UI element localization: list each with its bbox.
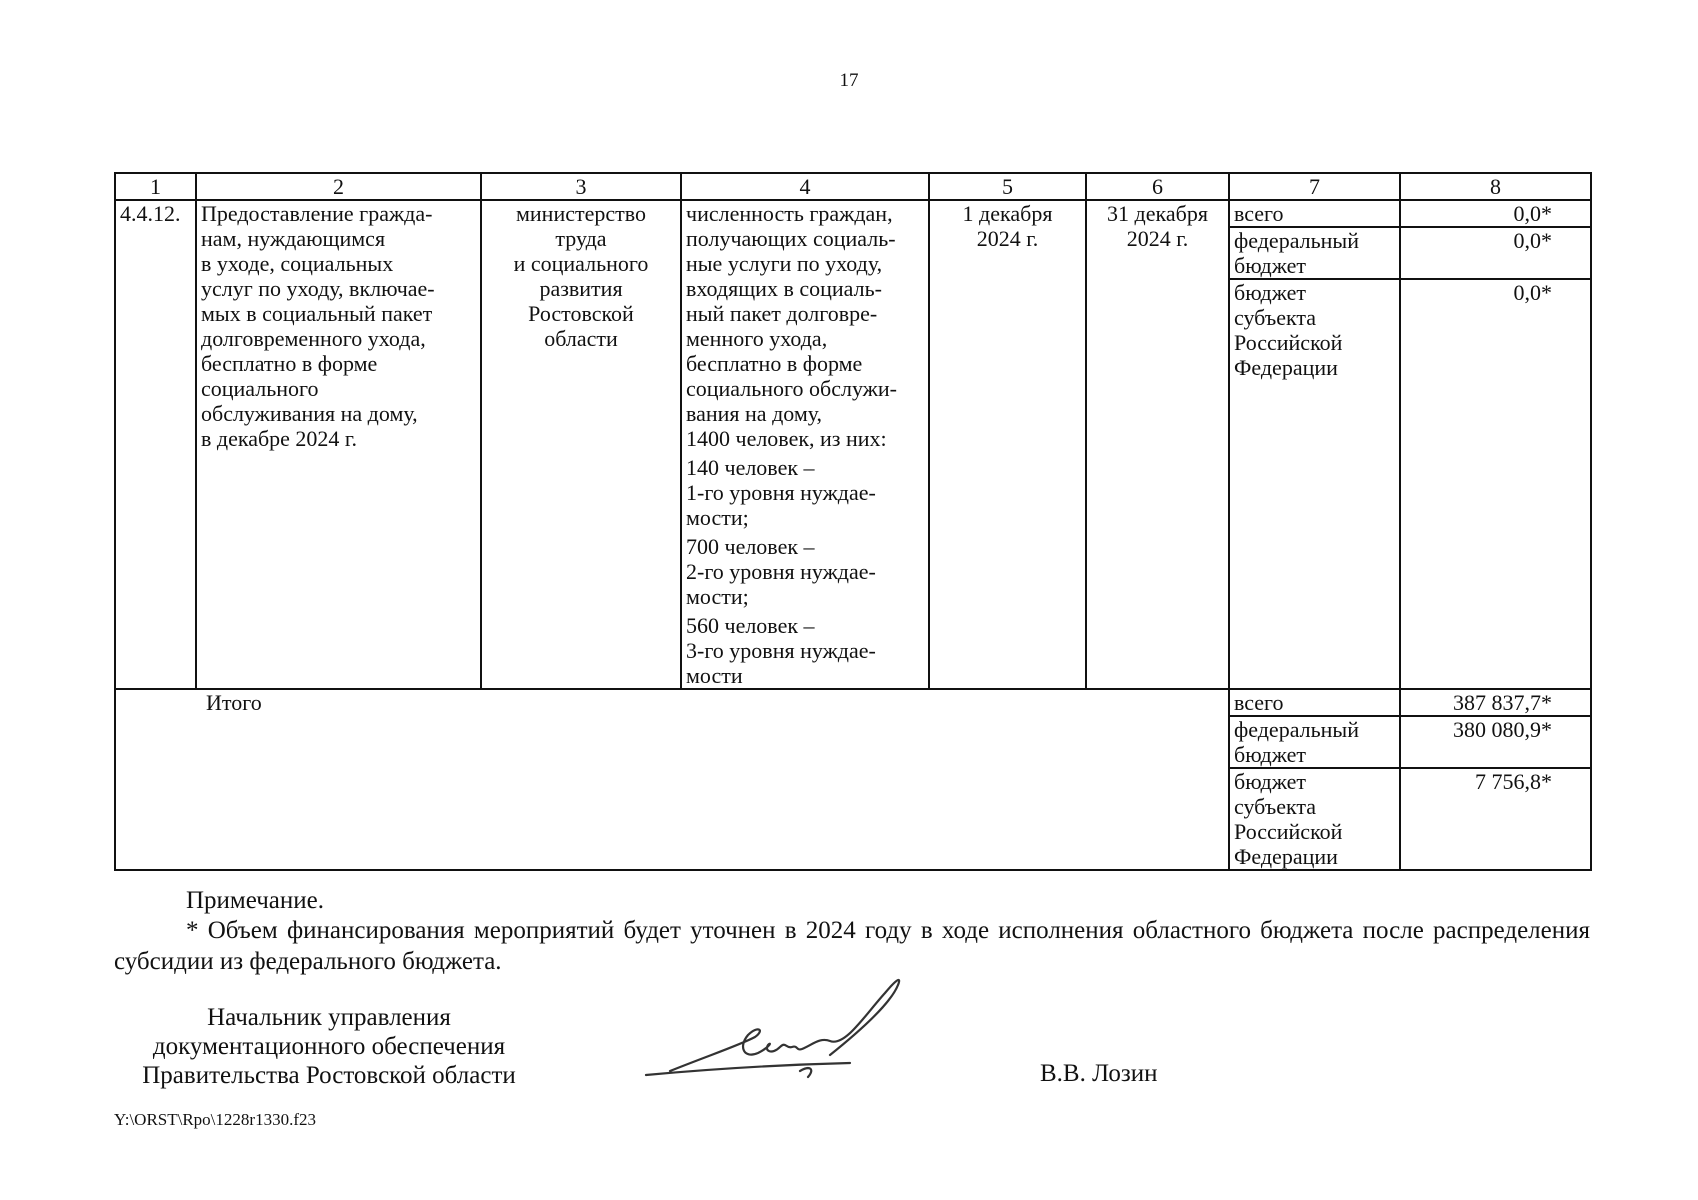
indicator-level-3 [686,613,924,688]
text-line: области [544,326,618,351]
text-line: Российской [1234,819,1343,844]
funding-amount-total: 0,0* [1400,200,1591,227]
text-line: вания на дому, [686,401,823,426]
text-line: 1 декабря [962,201,1053,226]
indicator-level-2 [686,534,924,609]
text-line: документационного обеспечения [152,1033,506,1060]
text-line: нам, нуждающимся [201,226,386,251]
text-line: в уходе, социальных [201,251,394,276]
column-header: 2 [196,173,481,200]
text-line: бюджет [1234,253,1306,278]
page-number: 17 [839,70,859,91]
funding-source-total [1229,200,1400,227]
note-text: * Объем финансирования мероприятий будет уточнен в 2024 году в ходе исполнения областного бюджета после распределения субсидии из федерального бюджета. [114,917,1590,975]
text-line: бюджет [1234,280,1306,305]
text-line: 560 человек – [686,613,815,638]
funding-table [114,172,1592,871]
text-line: всего [1234,201,1284,226]
text-line: 2-го уровня нуждае- [686,559,876,584]
text-line: социального [201,376,319,401]
funding-source-regional [1229,279,1400,689]
text-line: 700 человек – [686,534,815,559]
row-description [196,200,481,689]
text-line: субъекта [1234,305,1317,330]
table-row [115,200,1591,227]
indicator-level-1 [686,455,924,530]
text-line: 140 человек – [686,455,815,480]
text-line: мости; [686,505,749,530]
text-line: 2024 г. [1126,226,1189,251]
text-line: Начальник управления [207,1004,451,1031]
column-header: 1 [115,173,196,200]
total-label: Итого [206,690,262,715]
column-header: 3 [481,173,681,200]
column-header: 4 [681,173,929,200]
funding-amount-regional: 0,0* [1400,279,1591,689]
table-header-row [115,173,1591,200]
file-path: Y:\ORST\Rpo\1228r1330.f23 [114,1110,316,1129]
text-line: бесплатно в форме [686,351,863,376]
text-line: социального обслужи- [686,376,897,401]
row-executor [481,200,681,689]
row-start-date [929,200,1086,689]
text-line: всего [1234,690,1284,715]
total-source-federal [1229,716,1400,768]
total-amount-regional: 7 756,8* [1400,768,1591,870]
text-line: ные услуги по уходу, [686,251,883,276]
text-line: долговременного ухода, [201,326,426,351]
text-line: и социального [513,251,649,276]
text-line: мости; [686,584,749,609]
text-line: Федерации [1234,355,1338,380]
text-line: федеральный [1234,228,1359,253]
total-row [115,689,1591,716]
total-amount-total: 387 837,7* [1400,689,1591,716]
indicator-main [686,201,924,451]
column-header: 8 [1400,173,1591,200]
text-line: бюджет [1234,742,1306,767]
text-line: 1-го уровня нуждае- [686,480,876,505]
text-line: получающих социаль- [686,226,896,251]
funding-amount-federal: 0,0* [1400,227,1591,279]
text-line: в декабре 2024 г. [201,426,357,451]
column-header: 5 [929,173,1086,200]
row-number: 4.4.12. [115,200,196,689]
text-line: Федерации [1234,844,1338,869]
text-line: численность граждан, [686,201,893,226]
text-line: бесплатно в форме [201,351,378,376]
text-line: услуг по уходу, включае- [201,276,435,301]
text-line: Правительства Ростовской области [142,1062,516,1089]
text-line: труда [555,226,607,251]
text-line: 1400 человек, из них: [686,426,887,451]
text-line: входящих в социаль- [686,276,882,301]
signature [640,975,940,1100]
row-indicator [681,200,929,689]
text-line: мости [686,663,743,688]
total-label-cell [115,689,1229,870]
total-source-regional [1229,768,1400,870]
note-title: Примечание. [186,887,325,914]
text-line: Российской [1234,330,1343,355]
total-source-total [1229,689,1400,716]
text-line: министерство [515,201,646,226]
text-line: Ростовской [528,301,634,326]
signatory-name: В.В. Лозин [1040,1060,1158,1087]
signatory-title [114,1003,544,1090]
text-line: 31 декабря [1107,201,1208,226]
text-line: мых в социальный пакет [201,301,433,326]
text-line: бюджет [1234,769,1306,794]
text-line: развития [539,276,623,301]
funding-source-federal [1229,227,1400,279]
column-header: 7 [1229,173,1400,200]
text-line: федеральный [1234,717,1359,742]
text-line: ный пакет долговре- [686,301,878,326]
total-amount-federal: 380 080,9* [1400,716,1591,768]
text-line: субъекта [1234,794,1317,819]
column-header: 6 [1086,173,1229,200]
text-line: менного ухода, [686,326,828,351]
text-line: Предоставление гражда- [201,201,433,226]
text-line: 3-го уровня нуждае- [686,638,876,663]
text-line: 2024 г. [976,226,1039,251]
row-end-date [1086,200,1229,689]
text-line: обслуживания на дому, [201,401,418,426]
